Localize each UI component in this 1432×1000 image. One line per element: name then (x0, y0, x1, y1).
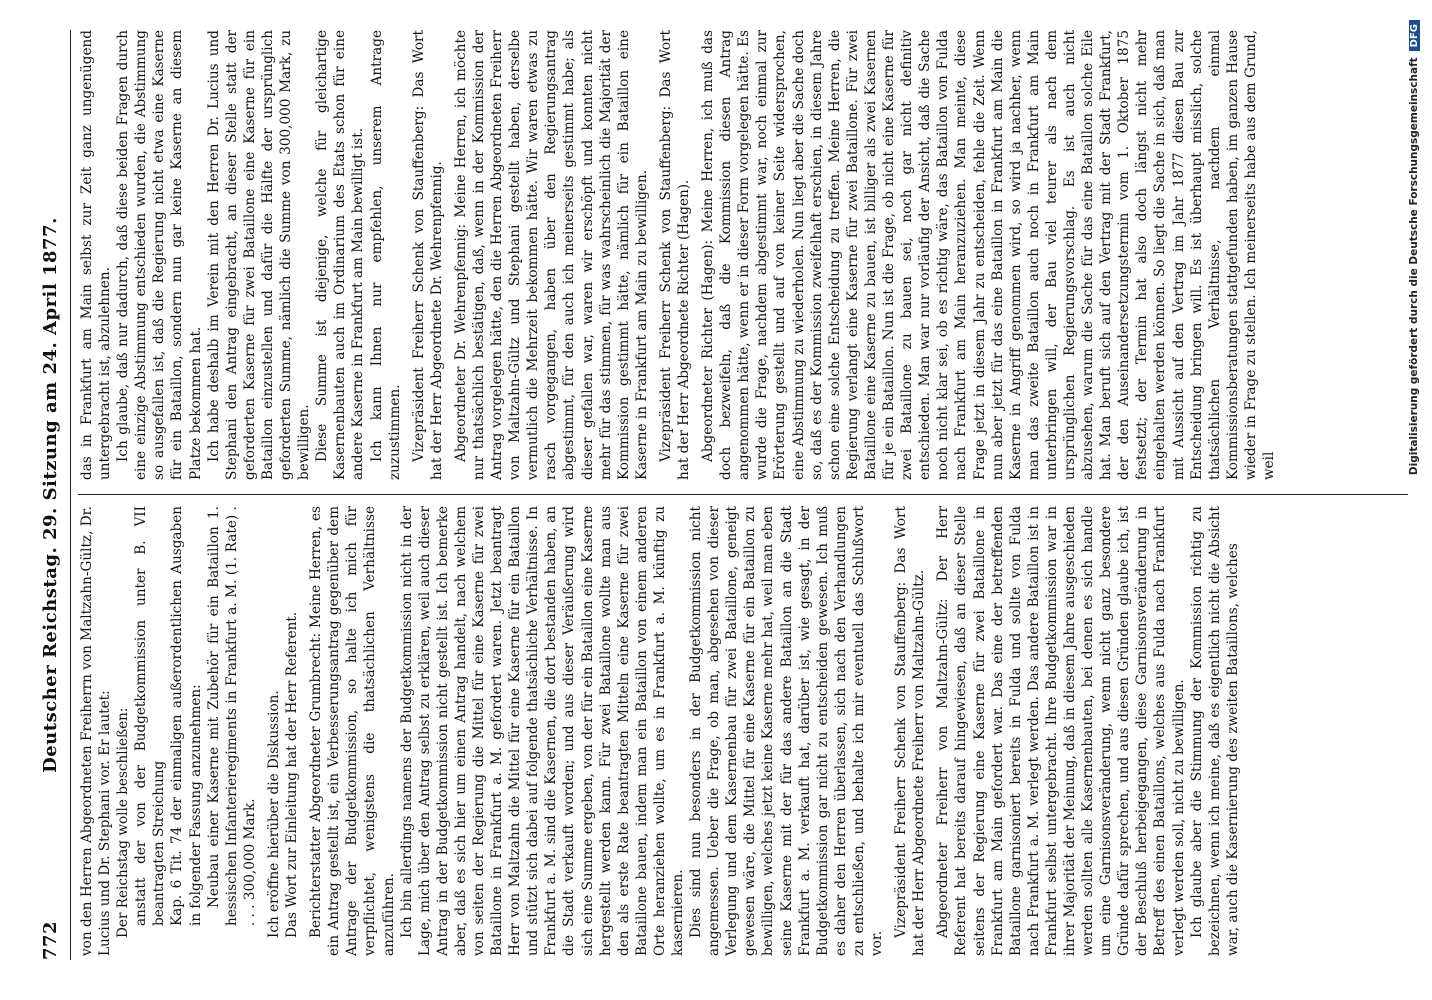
paragraph: Abgeordneter Richter (Hagen): Meine Herren, ich muß das doch bezweifeln, daß die Kommission diesen Antrag angenommen hätte, wenn er in dieser Form vorgelegen hätte. Es wurde die Frage, nachdem abgestimmt war, noch einmal zur Erörterung gestellt und auf von keiner Seite widersprochen, eine Abstimmung zu wiederholen. Nun liegt aber die Sache doch so, daß es der Kommission zweifelhaft erschien, in diesem Jahre schon eine solche Entscheidung zu treffen. Meine Herren, die Regierung verlangt eine Kaserne für zwei Bataillone. Für zwei Bataillone eine Kaserne zu bauen, ist billiger als zwei Kasernen für je ein Bataillon. Nun ist die Frage, ob nicht eine Kaserne für zwei Bataillone zu bauen sei, noch gar nicht definitiv entschieden. Man war nur vorläufig der Ansicht, daß die Sache noch nicht klar sei, ob es richtig wäre, das Bataillon von Fulda nach Frankfurt am Main heranzuziehen. Man meinte, diese Frage jetzt in diesem Jahr zu entscheiden, fehle die Zeit. Wenn nun aber jetzt für das eine Bataillon in Frankfurt am Main die Kaserne in Angriff genommen wird, so wird ja nachher, wenn man das zweite Bataillon auch noch in Frankfurt am Main unterbringen will, der Bau viel teurer als nach dem ursprünglichen Regierungsvorschlag. Es ist auch nicht abzusehen, warum die Sache für das eine Bataillon solche Eile hat. Man beruft sich auf den Vertrag mit der Stadt Frankfurt, der den Auseinandersetzungstermin vom 1. Oktober 1875 festsetzt; der Termin hat also doch längst nicht mehr eingehalten werden können. So liegt die Sache in sich, daß man mit Aussicht auf den Vertrag im Jahr 1877 diesen Bau zur Entscheidung bringen will. Es ist überhaupt misslich, solche thatsächlichen Verhältnisse, nachdem einmal Kommissionsberatungen stattgefunden haben, im ganzen Hause wieder in Frage zu stellen. Ich meinerseits habe aus dem Grund, weil (700, 30, 1277, 480)
paragraph: Vizepräsident Freiherr Schenk von Stauffenberg: Das Wort hat der Herr Abgeordnete Freiherr von Maltzahn-Gültz. (893, 506, 928, 956)
paragraph: Dies sind nun besonders in der Budgetkommission nicht angemessen. Ueber die Frage, ob man, abgesehen von dieser Verlegung und dem Kasernenbau für zwei Bataillone, geneigt gewesen wäre, die Mittel für eine Kaserne für ein Bataillon zu bewilligen, welches jetzt keine Kaserne mehr hat, weil man eben seine Kaserne mit der für das andere Bataillon an die Stadt Frankfurt a. M. verkauft hat, darüber ist, wie gesagt, in der Budgetkommission gar nicht zu entscheiden gewesen. Ich muß es daher den Herren überlassen, sich nach den Verhandlungen zu entschließen, und behalte ich mir eventuell das Schlußwort vor. (688, 506, 886, 956)
credit-text-wrap (1408, 20, 1426, 960)
paragraph: Ich habe deshalb im Verein mit den Herren Dr. Lucius und Stephani den Antrag eingebracht, an dieser Stelle statt der geforderten Kaserne für zwei Bataillone eine Kaserne für ein Bataillon einzustellen und dafür die Hälfte der ursprünglich geforderten Summe, nämlich die Summe von 300,000 Mark, zu bewilligen. (205, 30, 313, 480)
paragraph: Diese Summe ist diejenige, welche für gleichartige Kasernenbauten auch im Ordinarium des Etats schon für eine andere Kaserne in Frankfurt am Main bewilligt ist. (314, 30, 367, 480)
paragraph: von den Herren Abgeordneten Freiherrn von Maltzahn-Gültz, Dr. Lucius und Dr. Stephani vor. Er lautet: (79, 506, 114, 956)
column-right (78, 30, 1408, 480)
paragraph: Ich kann Ihnen nur empfehlen, unserem Antrage zuzustimmen. (368, 30, 403, 480)
paragraph: Das Wort zur Einleitung hat der Herr Referent. (284, 611, 301, 938)
paragraph: Ich glaube, daß nur dadurch, daß diese beiden Fragen durch eine einzige Abstimmung entschieden wurden, die Abstimmung so ausgefallen ist, daß die Regierung nicht etwa eine Kaserne für ein Bataillon, sondern nun gar keine Kaserne an diesem Platze bekommen hat. (115, 30, 204, 480)
paragraph: Abgeordneter Dr. Wehrenpfennig: Meine Herren, ich möchte nur thatsächlich bestätigen, daß, wenn in der Kommission der Antrag vorgelegen hätte, den die Herren Abgeordneten Freiherr von Maltzahn-Gültz und Stephani gestellt haben, derselbe vermutlich die Mehrzeit bekommen hätte. Wir waren etwas zu rasch vorgegangen, haben über den Regierungsantrag abgestimmt, für den auch ich meinerseits gestimmt habe; als dieser gefallen war, waren wir erschöpft und konnten nicht mehr für das stimmen, für was wahrscheinlich die Majorität der Kommission gestimmt hätte, nämlich für ein Bataillon eine Kaserne in Frankfurt am Main zu bewilligen. (452, 30, 650, 480)
credit-text: Digitalisierung gefördert durch die Deutsche Forschungsgemeinschaft (1408, 57, 1420, 476)
paragraph: Neubau einer Kaserne mit Zubehör für ein Bataillon 1. hessischen Infanterieregiments in Frankfurt a. M. (1. Rate) . . . . 300,000 Mark. (205, 506, 258, 926)
paragraph: Ich bin allerdings namens der Budgetkommission nicht in der Lage, mich über den Antrag selbst zu erklären, weil auch dieser Antrag in der Budgetkommission nicht gestellt ist. Ich bemerke aber, daß es sich hier um einen Antrag handelt, nach welchem von seiten der Regierung die Mittel für eine Kaserne für zwei Bataillone in Frankfurt a. M. gefordert waren. Jetzt beantragt Herr von Maltzahn die Mittel für eine Kaserne für ein Bataillon und stützt sich dabei auf folgende thatsächliche Verhältnisse. In Frankfurt a. M. sind die Kasernen, die dort bestanden haben, an die Stadt verkauft worden; und aus dieser Veräußerung wird sich eine Summe ergeben, von der für ein Bataillon eine Kaserne hergestellt werden kann. Für zwei Bataillone wollte man aus den als erste Rate beantragten Mitteln eine Kaserne für zwei Bataillone bauen, indem man ein Bataillon von einem anderen Orte heranziehen wollte, um es in Frankfurt a. M. künftig zu kasernieren. (398, 506, 686, 956)
paragraph: Vizepräsident Freiherr Schenk von Stauffenberg: Das Wort hat der Herr Abgeordnete Richter (Hagen). (657, 30, 692, 480)
paragraph: Berichterstatter Abgeordneter Grumbrecht: Meine Herren, es ein Antrag gestellt ist, ein Verbesserungsantrag gegenüber dem Antrage der Budgetkommission, so halte ich mich für verpflichtet, wenigstens die thatsächlichen Verhältnisse anzuführen. (308, 506, 397, 956)
page-title: Deutscher Reichstag. 29. Sitzung am 24. April 1877. (40, 217, 61, 773)
paragraph: Ich eröffne hierüber die Diskussion. (265, 690, 282, 938)
paragraph: Kap. 6 Tit. 74 der einmaligen außerordentlichen Ausgaben in folgender Fassung anzunehmen: (169, 506, 204, 926)
paragraph: Ich glaube aber die Stimmung der Kommission richtig zu bezeichnen, wenn ich meine, daß es eigentlich nicht die Absicht war, auch die Kasernierung des zweiten Bataillons, welches (1188, 506, 1241, 956)
paragraph: das in Frankfurt am Main selbst zur Zeit ganz ungenügend untergebracht ist, abzulehnen. (79, 30, 114, 480)
page-header (40, 30, 70, 960)
column-divider (78, 494, 1408, 495)
dfg-credit-strip (1408, 20, 1426, 960)
paragraph: Abgeordneter Freiherr von Maltzahn-Gültz: Der Herr Referent hat bereits darauf hingewiesen, daß an dieser Stelle seitens der Regierung eine Kaserne für zwei Bataillone in Frankfurt am Main gefordert war. Das eine der betreffenden Bataillone garnisoniert bereits in Fulda und sollte von Fulda nach Frankfurt a. M. verlegt werden. Das andere Bataillon ist in Frankfurt selbst untergebracht. Ihre Budgetkommission war in ihrer Majorität der Meinung, daß in diesem Jahre ausgeschieden werden sollten alle Kasernenbauten, bei denen es sich handle um eine Garnisonsveränderung, wenn nicht ganz besondere Gründe dafür sprechen, und aus diesen Gründen glaube ich, ist der Beschluß herbeigegangen, diese Garnisonsveränderung in Betreff des einen Bataillons, welches aus Fulda nach Frankfurt verlegt werden soll, nicht zu bewilligen. (935, 506, 1187, 956)
paragraph: Vizepräsident Freiherr Schenk von Stauffenberg: Das Wort hat der Herr Abgeordnete Dr. Wehrenpfennig. (410, 30, 445, 480)
dfg-logo: DFG (1409, 20, 1420, 51)
paragraph: anstatt der von der Budgetkommission unter B. VII beantragten Streichung (133, 506, 168, 926)
header-rule (70, 30, 71, 960)
paragraph: Der Reichstag wolle beschließen: (115, 707, 132, 938)
page-number: 772 (40, 920, 61, 960)
column-left (78, 506, 1408, 956)
